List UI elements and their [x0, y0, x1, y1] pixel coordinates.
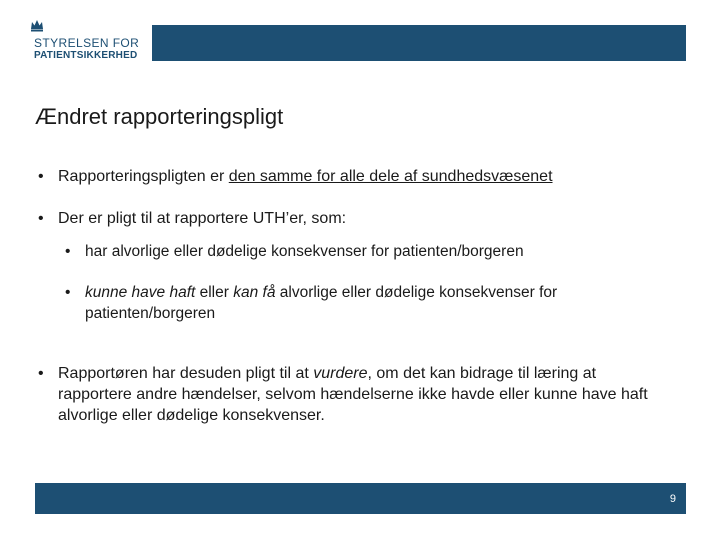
bullet-marker: •	[38, 210, 44, 227]
page-number: 9	[669, 493, 676, 505]
bullet-3	[38, 363, 658, 426]
bullet-1	[38, 166, 708, 187]
bullet-marker: •	[65, 284, 71, 301]
crown-icon	[30, 18, 44, 32]
bullet-3-text-1: Rapportøren har desuden pligt til at	[58, 365, 314, 382]
sub-bullet-2	[65, 282, 685, 324]
bullet-2	[38, 208, 678, 229]
sub-bullet-1-text: har alvorlige eller dødelige konsekvenser for patienten/borgeren	[85, 243, 524, 260]
sub-bullet-2-italic-2: kan få	[233, 284, 276, 301]
bullet-3-text-2: , om det kan bidrage til læring at rapportere andre hændelser, selvom hændelserne ikke havde eller kunne have haft alvorlige eller dødelige konsekvenser.	[58, 365, 648, 424]
bullet-2-text: Der er pligt til at rapportere UTH’er, som:	[58, 210, 347, 227]
bullet-3-italic: vurdere	[313, 365, 368, 382]
sub-bullet-2-italic-1: kunne have haft	[85, 284, 196, 301]
logo-text-line2: PATIENTSIKKERHED	[34, 50, 138, 61]
bullet-1-text: Rapporteringspligten er	[58, 168, 229, 185]
bullet-marker: •	[65, 243, 71, 260]
sub-bullet-1	[65, 241, 685, 262]
header-bar	[152, 25, 686, 61]
logo	[30, 16, 170, 64]
footer-bar	[35, 483, 686, 514]
logo-text-line1: STYRELSEN FOR	[34, 36, 140, 50]
slide-title: Ændret rapporteringspligt	[35, 104, 284, 129]
bullet-1-underlined-text: den samme for alle dele af sundhedsvæsenet	[228, 168, 553, 185]
bullet-marker: •	[38, 365, 44, 382]
sub-bullet-2-text-1: eller	[195, 284, 234, 301]
bullet-marker: •	[38, 168, 44, 185]
sub-bullet-2-text-2: alvorlige eller dødelige konsekvenser for patienten/borgeren	[85, 284, 558, 322]
